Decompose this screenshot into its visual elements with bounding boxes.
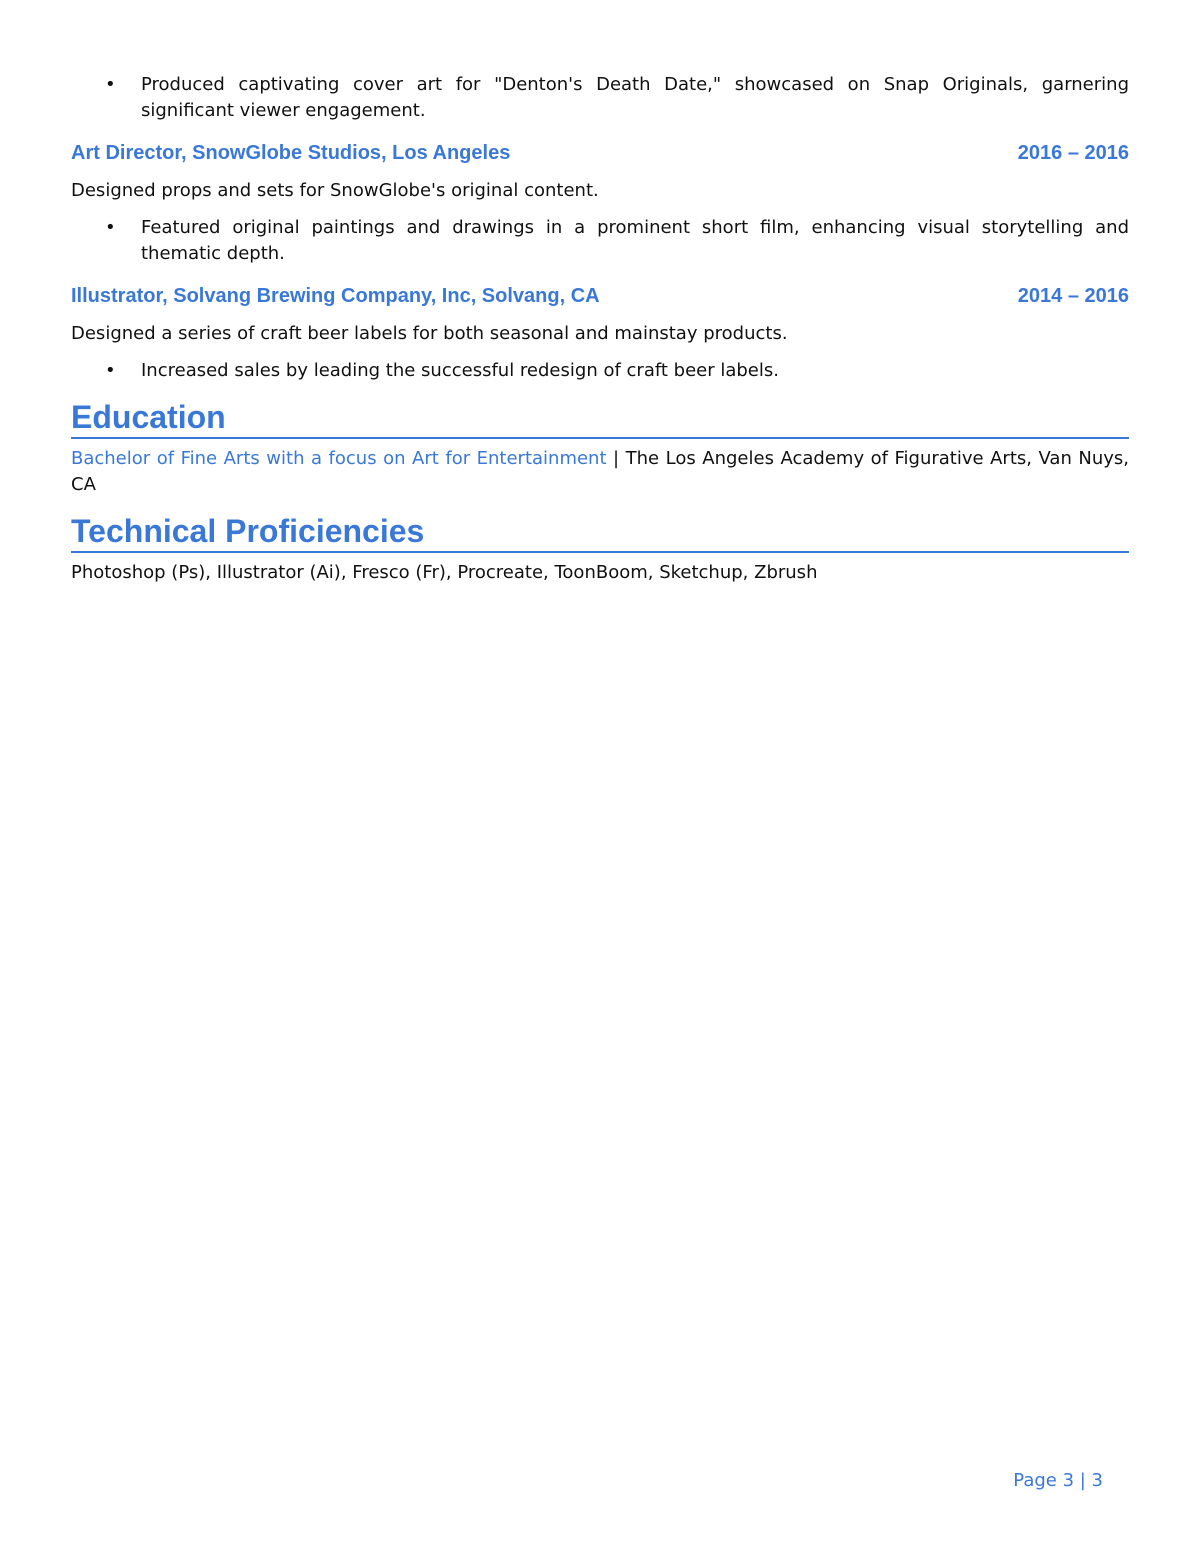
job-entry-snowglobe [71,140,1129,166]
separator: | [606,448,626,469]
section-title-technical: Technical Proficiencies [71,512,1129,553]
job-description: Designed a series of craft beer labels for both seasonal and mainstay products. [71,323,788,344]
job-entry-solvang [71,283,1129,309]
job-bullets [71,215,1129,267]
section-title-education: Education [71,398,1129,439]
job-title: Illustrator, Solvang Brewing Company, Inc, Solvang, CA [71,285,600,307]
school-name: The Los Angeles Academy of Figurative Arts, Van Nuys, CA [71,448,1130,495]
job-dates: 2016 – 2016 [1017,142,1129,164]
job-heading [71,283,1129,309]
degree-name: Bachelor of Fine Arts with a focus on Art for Entertainment [71,448,607,469]
bullet-item: • Produced captivating cover art for "Denton's Death Date," showcased on Snap Originals, garnering significant viewer engagement. [71,72,1129,124]
bullet-item: • Increased sales by leading the successful redesign of craft beer labels. [71,358,1129,384]
job-bullets [71,358,1129,384]
job-description: Designed props and sets for SnowGlobe's original content. [71,180,599,201]
page-number: Page 3 | 3 [1013,1470,1103,1491]
job-heading [71,140,1129,166]
bullet-item: • Featured original paintings and drawings in a prominent short film, enhancing visual storytelling and thematic depth. [71,215,1129,267]
prior-job-bullets [71,72,1129,124]
job-dates: 2014 – 2016 [1017,285,1129,307]
job-title: Art Director, SnowGlobe Studios, Los Angeles [71,142,511,164]
technical-list: Photoshop (Ps), Illustrator (Ai), Fresco (Fr), Procreate, ToonBoom, Sketchup, Zbrush [71,562,818,583]
education-entry [71,446,1129,498]
